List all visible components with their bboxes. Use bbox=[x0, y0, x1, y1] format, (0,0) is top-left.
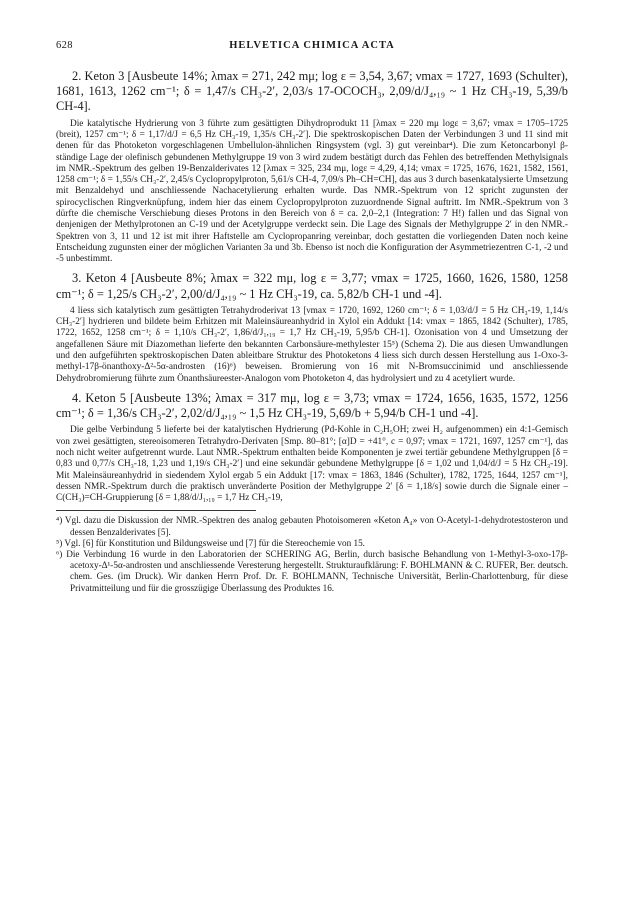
footnote-6: ⁶) Die Verbindung 16 wurde in den Laboratorien der SCHERING AG, Berlin, durch basische Behandlung von 1-Methyl-3-oxo-17β-acetoxy-Δ¹-5α-androsten und anschliessende Veresterung hergestellt. Strukturaufklärung: F. BOHLMANN & C. RUFER, Ber. deutsch. chem. Ges. (im Druck). Wir danken Herrn Prof. Dr. F. BOHLMANN, Technische Universität, Berlin-Charlottenburg, für diese Privatmitteilung und für die grosszügige Überlassung des Produktes 16. bbox=[56, 549, 568, 593]
footnote-5: ⁵) Vgl. [6] für Konstitution und Bildungsweise und [7] für die Stereochemie von 15. bbox=[56, 537, 365, 548]
section-heading-keton-3: 2. Keton 3 [Ausbeute 14%; λmax = 271, 242 mμ; log ε = 3,54, 3,67; νmax = 1727, 1693 (Schulter), 1681, 1613, 1262 cm⁻¹; δ = 1,47/s CH₃-2′, 2,03/s 17-OCOCH₃, 2,09/d/J₄,₁₉ ~ 1 Hz CH₃-19, 5,39/b CH-4]. bbox=[56, 69, 568, 114]
page-number: 628 bbox=[56, 40, 73, 51]
section-body-keton-5: Die gelbe Verbindung 5 lieferte bei der katalytischen Hydrierung (Pd-Kohle in C₂H₅OH; zwei H₂ aufgenommen) ein 4:1-Gemisch von zwei gesättigten, stereoisomeren Tetrahydro-Derivaten [Smp. 80–81°; [α]D = +41°, c = 0,97; νmax = 1721, 1697, 1257 cm⁻¹], das noch nicht weiter aufgetrennt wurde. Laut NMR.-Spektrum enthalten beide Komponenten je zwei tertiär gebundene Methylgruppen [δ = 0,83 und 0,77/s CH₃-18, 1,23 und 1,19/s CH₃-2′] und eine sekundär gebundene Methylgruppe [δ = 1,02 und 1,04/d/J = 5 Hz CH₃-19]. Mit Maleinsäureanhydrid in siedendem Xylol ergab 5 ein Addukt [17: νmax = 1863, 1846 (Schulter), 1782, 1725, 1644, 1257 cm⁻¹], dessen NMR.-Spektrum durch die praktisch unveränderte Position der Methylgruppe 2′ [δ = 1,18/s] sowie durch die Signale einer –C(CH₃)=CH-Gruppierung [δ = 1,88/d/J₁,₁₉ = 1,7 Hz CH₃-19, bbox=[56, 425, 568, 504]
section-heading-keton-4: 3. Keton 4 [Ausbeute 8%; λmax = 322 mμ, log ε = 3,77; νmax = 1725, 1660, 1626, 1580, 1258 cm⁻¹; δ = 1,25/s CH₃-2′, 2,00/d/J₄,₁₉ ~ 1 Hz CH₃-19, ca. 5,82/b CH-1 und -4]. bbox=[56, 271, 568, 301]
section-body-keton-4: 4 liess sich katalytisch zum gesättigten Tetrahydroderivat 13 [νmax = 1720, 1692, 1260 cm⁻¹; δ = 1,03/d/J = 5 Hz CH₃-19, 1,14/s CH₃-2′] hydrieren und bildete beim Erhitzen mit Maleinsäureanhydrid in Xylol ein Addukt [14: νmax = 1865, 1842 (Schulter), 1785, 1722, 1652, 1258 cm⁻¹; δ = 1,10/s CH₃-2′, 1,86/d/J₁,₁₉ = 1,7 Hz CH₃-19, 5,95/b CH-1]. Ozonisation von 4 und Umsetzung der angefallenen Säure mit Diazomethan lieferte den bekannten Carbonsäure-methylester 15⁵) (Schema 2). Die aus diesen Umwandlungen und den aufgeführten spektroskopischen Daten ableitbare Struktur des Photoketons 4 liess sich durch dessen Herstellung aus 1-Oxo-3-methyl-17β-önanthoxy-Δ²-5α-androsten (16)⁶) beweisen. Bromierung von 16 mit N-Bromsuccinimid und anschliessende Dehydrobromierung führte zum Önanthsäureester-Analogon vom Photoketon 4, das hydrolysiert und zu 4 acetyliert wurde. bbox=[56, 305, 568, 384]
journal-title: HELVETICA CHIMICA ACTA bbox=[229, 40, 395, 51]
footnote-divider bbox=[56, 510, 256, 511]
section-heading-keton-5: 4. Keton 5 [Ausbeute 13%; λmax = 317 mμ, log ε = 3,73; νmax = 1724, 1656, 1635, 1572, 1256 cm⁻¹; δ = 1,36/s CH₃-2′, 2,02/d/J₄,₁₉ ~ 1,5 Hz CH₃-19, 5,69/b + 5,94/b CH-1 und -4]. bbox=[56, 390, 568, 421]
running-header bbox=[56, 40, 568, 51]
section-body-keton-3: Die katalytische Hydrierung von 3 führte zum gesättigten Dihydroprodukt 11 [λmax = 220 mμ logε = 3,67; νmax = 1705–1725 (breit), 1257 cm⁻¹; δ = 1,17/d/J = 6,5 Hz CH₃-19, 1,35/s CH₃-2′]. Die spektroskopischen Daten der Verbindungen 3 und 11 sind mit denen für das Photoketon vorgeschlagenen Umbellulon-ähnlichen Ringsystem (vgl. 3) gut vereinbar⁴). Die zum Ketoncarbonyl β-ständige Lage der olefinisch gebundenen Methylgruppe 19 von 3 wird zudem bestätigt durch das Fehlen des betreffenden Methylsignals im NMR.-Spektrum des gelben 19-Benzalderivates 12 [λmax = 325, 234 mμ, logε = 4,29, 4,14; νmax = 1725, 1676, 1621, 1582, 1561, 1258 cm⁻¹; δ = 1,55/s CH₃-2′, 2,45/s Cyclopropylproton, 5,61/s CH-4, 7,09/s Ph–CH=CH], das aus 3 durch basenkatalysierte Umsetzung mit Benzaldehyd und anschliessende Nachacetylierung erhalten wurde. Das NMR.-Spektrum von 12 spricht zugunsten der spirocyclischen Ringverknüpfung, indem hier das einem Cyclopropylproton zuzuordnende Signal auftritt. Im NMR.-Spektrum von 3 dürfte die chemische Verschiebung dieses Protons in den Bereich von δ = ca. 2,0–2,1 (Integration: 7 H!) fallen und das Signal von denjenigen der Methylprotonen an C-19 und der Acetylgruppe verdeckt sein. Die Lage des Signals der Methylgruppe 2′ in den NMR.-Spektren von 3, 11 und 12 ist mit ihrer Haftstelle am Cyclopropanring vereinbar, doch gestatten die vorliegenden Daten noch keine Entscheidung zugunsten einer der möglichen Varianten 3a und 3b. Ebenso ist noch die Konfiguration der Asymmetriezentren C-1, -2 und -5 unbestimmt. bbox=[56, 118, 568, 265]
footnote-4: ⁴) Vgl. dazu die Diskussion der NMR.-Spektren des analog gebauten Photoisomeren «Keton A₄» von O-Acetyl-1-dehydrotestosteron und dessen Benzalderivates [5]. bbox=[56, 515, 568, 537]
